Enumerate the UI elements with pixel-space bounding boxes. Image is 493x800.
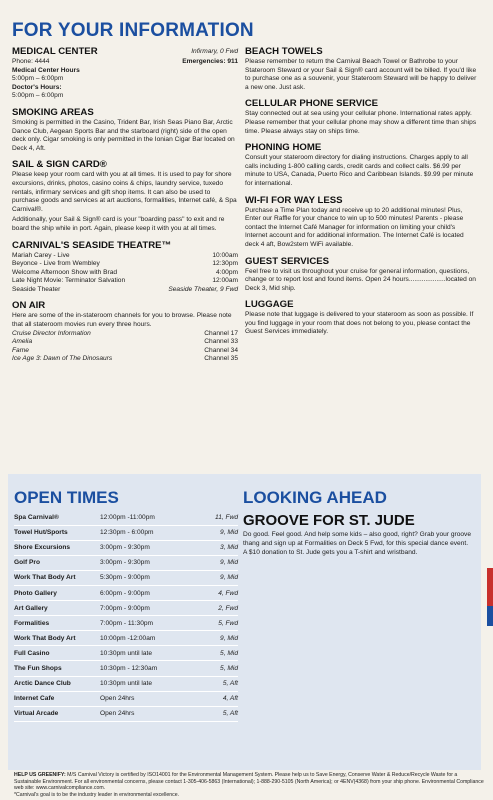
list-item <box>12 355 238 364</box>
sailsign-text-1: Please keep your room card with you at all times. It is used to pay for shore excursions, drinks, photos, casino coins & chips, laundry service, tuxedo rentals, infirmary services and gift shop items. It can also be used to purchase goods and services at art auctions, formalities, Internet café, & Spa Carnival®. <box>12 171 237 213</box>
cellular-text: Stay connected out at sea using your cellular phone. International rates apply. Please remember that your cellular phone may show a different time than ships time. Please always stay on ships time. <box>245 110 477 135</box>
smoking-text: Smoking is permitted in the Casino, Trident Bar, Irish Seas Piano Bar, Arctic Dance Club, Aegean Sports Bar and the starboard (right) side of the open deck only. Cigar smoking is only permitted in the Ionian Cigar Bar located on Deck 4, Aft. <box>12 118 235 152</box>
left-column <box>12 46 238 364</box>
guest-title: GUEST SERVICES <box>245 255 330 267</box>
channel-name: Fame <box>12 346 29 354</box>
show-name: Late Night Movie: Terminator Salvation <box>12 277 126 285</box>
page-title: FOR YOUR INFORMATION <box>12 20 254 41</box>
wifi-text: Purchase a Time Plan today and receive up to 20 additional minutes! Plus, Enter our Raffle for your chance to win up to 500 minutes! Parents - please contact the Internet Café Manager for information on limiting your child's Internet account and for additional information. The Internet Café is located deck 4 aft, Bow2stern WiFi available. <box>245 206 464 248</box>
table-row: Formalities 7:00pm - 11:30pm 5, Fwd <box>14 616 238 631</box>
medical-hours-label: Medical Center Hours <box>12 66 80 74</box>
right-column <box>245 46 477 337</box>
smoking-title: SMOKING AREAS <box>12 106 94 118</box>
list-item <box>12 330 238 339</box>
wifi-title: WI-FI FOR WAY LESS <box>245 194 343 206</box>
onair-title: ON AIR <box>12 300 46 312</box>
show-time: 12:30pm <box>212 260 238 268</box>
medical-phone-row <box>12 58 238 67</box>
table-row: Internet Cafe Open 24hrs 4, Aft <box>14 691 238 706</box>
medical-title: MEDICAL CENTER <box>12 46 98 57</box>
theatre-list <box>12 252 238 295</box>
medical-header <box>12 46 238 58</box>
table-row: Work That Body Art 5:30pm - 9:00pm 9, Mid <box>14 570 238 585</box>
edge-tab-red <box>487 568 493 606</box>
footer-note: *Carnival's goal is to be the industry leader in environmental excellence. <box>14 791 180 798</box>
table-row: Arctic Dance Club 10:30pm until late 5, Aft <box>14 676 238 691</box>
channel-name: Ice Age 3: Dawn of The Dinosaurs <box>12 355 113 363</box>
looking-ahead-title: LOOKING AHEAD <box>243 488 387 507</box>
show-time: 4:00pm <box>216 268 238 276</box>
luggage-title: LUGGAGE <box>245 299 294 311</box>
footer <box>14 772 484 798</box>
footer-label: HELP US GREENIFY: <box>14 772 66 778</box>
medical-phone: Phone: 4444 <box>12 58 50 65</box>
list-item <box>12 338 238 347</box>
guest-text: Feel free to visit us throughout your cruise for general information, questions, change or to report lost and found items. Open 24 hours....................located on Deck 3, Mid ship. <box>245 267 476 292</box>
table-row: Virtual Arcade Open 24hrs 5, Aft <box>14 706 238 721</box>
list-item <box>12 347 238 356</box>
medical-location: Infirmary, 0 Fwd <box>191 48 238 55</box>
footer-body: M/S Carnival Victory is certified by ISO14001 for the Environmental Management System. Please help us to Save Energy, Conserve Water & Reduce/Recycle Waste for a Sustainable Environment. For all environmental concerns, please contact 1-305-406-5863 (International); 1-888-290-5105 (North America); or 4ENV(4368) from your ship phone. Environmental Compliance web site: www.carnivalcompliance.com. <box>14 772 484 792</box>
medical-hours: 5:00pm – 6:00pm <box>12 75 64 83</box>
list-item <box>12 252 238 261</box>
table-row: Spa Carnival® 12:00pm -11:00pm 11, Fwd <box>14 510 238 525</box>
channel-number: Channel 35 <box>204 355 238 363</box>
towels-text: Please remember to return the Carnival Beach Towel or Bathrobe to your Stateroom Steward or your Sail & Sign® card account will be billed. If you'd like to purchase one as a souvenir, your Stateroom Steward will be happy to deliver a new one. Just ask. <box>245 58 477 91</box>
show-name: Mariah Carey - Live <box>12 251 70 259</box>
sailsign-text-2: Additionally, your Sail & Sign® card is your "boarding pass" to exit and re board the ship while in port. Again, please keep it with you at all times. <box>12 216 225 232</box>
doctor-hours-label: Doctor's Hours: <box>12 83 62 91</box>
sailsign-title: SAIL & SIGN CARD® <box>12 159 107 171</box>
edge-tab-blue <box>487 606 493 626</box>
channel-number: Channel 34 <box>204 346 238 354</box>
list-item <box>12 260 238 269</box>
table-row: Work That Body Art 10:00pm -12:00am 9, Mid <box>14 631 238 646</box>
list-item <box>12 277 238 286</box>
cellular-title: CELLULAR PHONE SERVICE <box>245 98 379 110</box>
table-row: Photo Gallery 6:00pm - 9:00pm 4, Fwd <box>14 585 238 600</box>
phoning-title: PHONING HOME <box>245 142 322 154</box>
table-row: Art Gallery 7:00pm - 9:00pm 2, Fwd <box>14 601 238 616</box>
show-time: 10:00am <box>212 251 238 259</box>
table-row: Golf Pro 3:00pm - 9:30pm 9, Mid <box>14 555 238 570</box>
venue-location: Seaside Theater, 9 Fwd <box>168 285 238 293</box>
groove-title: GROOVE FOR ST. JUDE <box>243 512 415 529</box>
groove-text: Do good. Feel good. And help some kids – also good, right? Grab your groove thang and sign up at Formalities on Deck 5 Fwd, for this special dance event. A $10 donation to St. Jude gets you a T-shirt and wristband. <box>243 531 471 556</box>
open-times-table <box>14 510 238 722</box>
theatre-title: CARNIVAL'S SEASIDE THEATRE™ <box>12 239 172 251</box>
show-name: Beyonce - Live from Wembley <box>12 260 100 268</box>
list-item <box>12 286 238 295</box>
table-row: Towel Hut/Sports 12:30pm - 6:00pm 9, Mid <box>14 525 238 540</box>
medical-emergencies: Emergencies: 911 <box>182 58 238 65</box>
onair-text: Here are some of the in-stateroom channels for you to browse. Please note that all stateroom movies run every three hours. <box>12 312 232 329</box>
towels-title: BEACH TOWELS <box>245 46 323 57</box>
channel-list <box>12 330 238 364</box>
venue-name: Seaside Theater <box>12 285 61 293</box>
table-row: Shore Excursions 3:00pm - 9:30pm 3, Mid <box>14 540 238 555</box>
channel-name: Amelia <box>12 338 33 346</box>
show-name: Welcome Afternoon Show with Brad <box>12 268 118 276</box>
footer-text <box>14 772 484 792</box>
channel-name: Cruise Director Information <box>12 329 91 337</box>
open-times-title: OPEN TIMES <box>14 488 119 507</box>
luggage-text: Please note that luggage is delivered to your stateroom as soon as possible. If you find luggage in your room that does not belong to you, please contact the Guest Services immediately. <box>245 311 474 336</box>
list-item <box>12 269 238 278</box>
table-row: The Fun Shops 10:30pm - 12:30am 5, Mid <box>14 661 238 676</box>
phoning-text: Consult your stateroom directory for dialing instructions. Charges apply to all calls including 1-800 calling cards, credit cards and collect calls. $6.99 per minute to USA, Canada, Puerto Rico and Caribbean Islands. $9.99 per minute for international. <box>245 154 474 187</box>
channel-number: Channel 17 <box>204 329 238 337</box>
channel-number: Channel 33 <box>204 338 238 346</box>
doctor-hours: 5:00pm – 6:00pm <box>12 92 64 100</box>
table-row: Full Casino 10:30pm until late 5, Mid <box>14 646 238 661</box>
show-time: 12:00am <box>212 277 238 285</box>
